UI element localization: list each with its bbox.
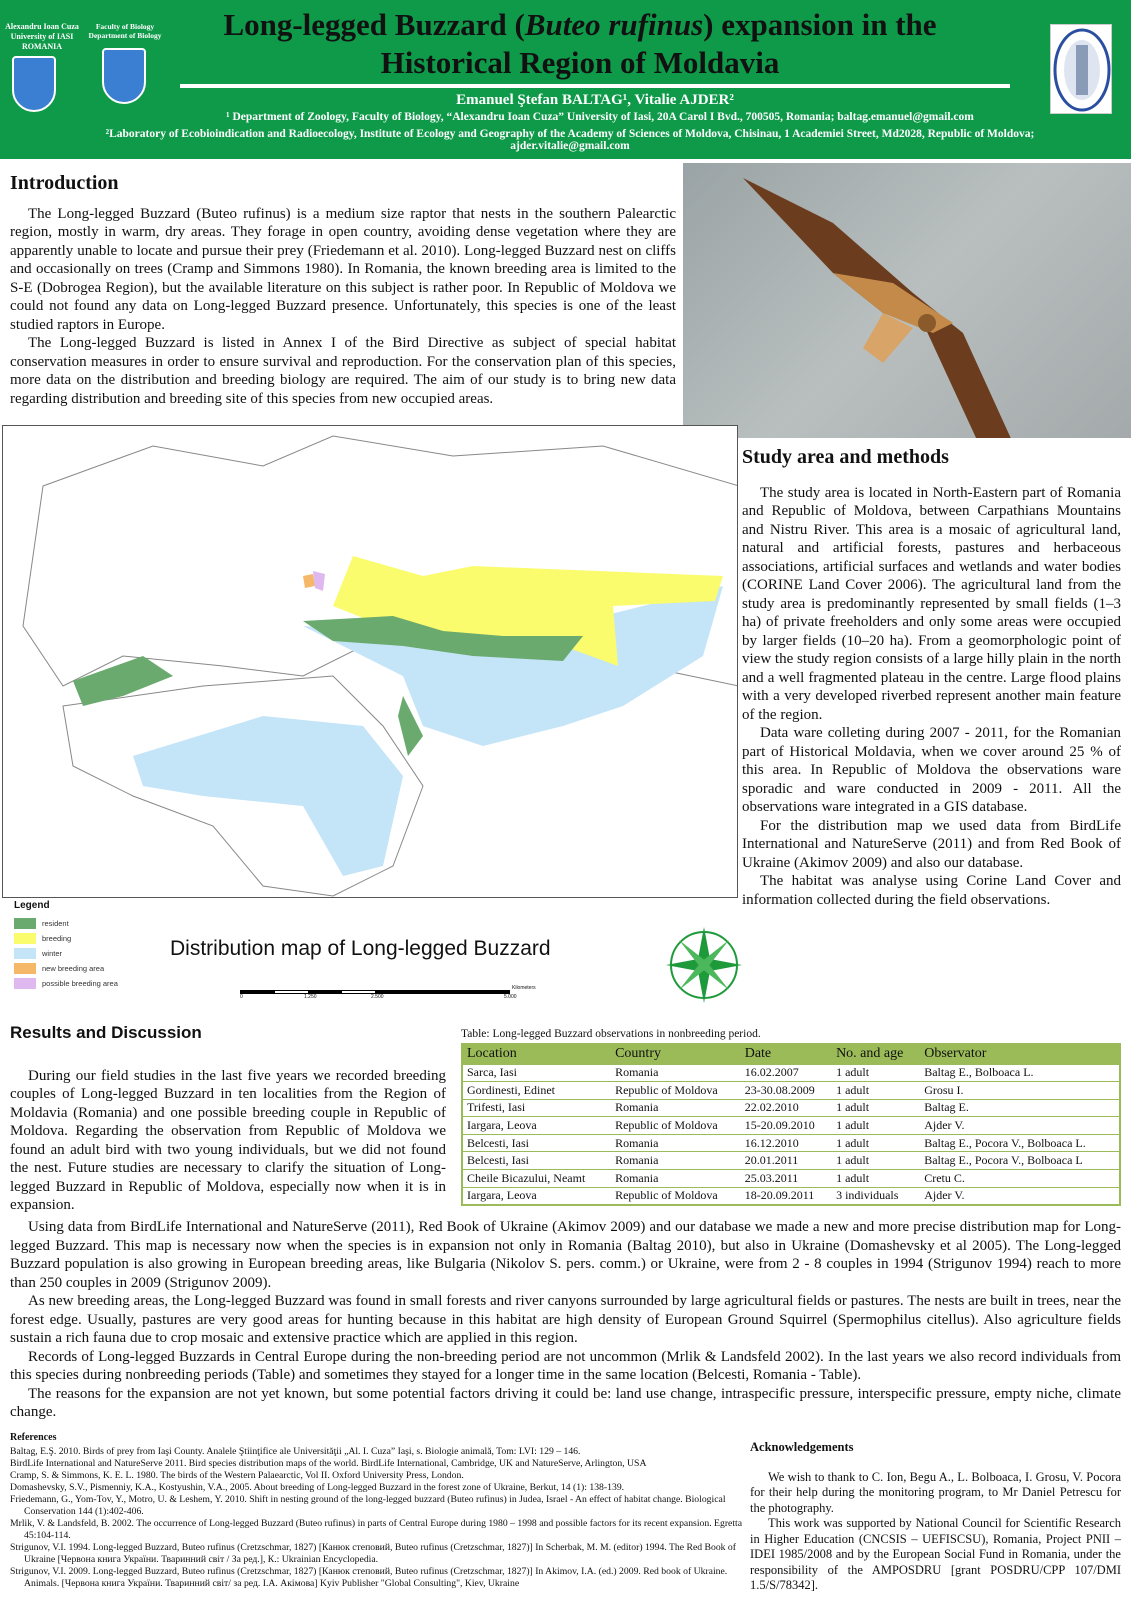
faculty-logo-label: Faculty of Biology Department of Biology: [88, 22, 162, 40]
legend-item-winter: winter: [14, 946, 154, 961]
table-cell: Republic of Moldova: [611, 1082, 741, 1100]
buzzard-photo: [683, 163, 1131, 438]
column-header: No. and age: [832, 1044, 920, 1064]
reference-item: Mrlik, V. & Landsfeld, B. 2002. The occurrence of Long-legged Buzzard (Buteo rufinus) in parts of Central Europe during 1980 – 1998 and possible factors for its recent expansion. Egretta 45:104-114.: [10, 1518, 743, 1541]
distribution-map: [2, 425, 738, 898]
table-cell: Baltag E., Bolboaca L.: [920, 1064, 1120, 1082]
table-cell: Grosu I.: [920, 1082, 1120, 1100]
table-cell: Belcesti, Iasi: [462, 1152, 611, 1170]
reference-item: Domashevsky, S.V., Pismenniy, K.A., Kostyushin, V.A., 2005. About breeding of Long-legged Buzzard in the forest zone of Ukraine, Berkut, 14 (1): 138-139.: [10, 1482, 625, 1493]
table-cell: Iargara, Leova: [462, 1117, 611, 1135]
table-cell: 16.02.2007: [741, 1064, 832, 1082]
table-cell: Baltag E.: [920, 1099, 1120, 1117]
reference-item: BirdLife International and NatureServe 2011. Bird species distribution maps of the world. BirdLife International, Cambridge, UK and NatureServe, Arlington, USA: [10, 1458, 647, 1469]
study-heading: Study area and methods: [742, 446, 949, 468]
table-cell: 1 adult: [832, 1152, 920, 1170]
table-cell: 1 adult: [832, 1117, 920, 1135]
reference-item: Cramp, S. & Simmons, K. E. L. 1980. The birds of the Western Palaearctic, Vol II. Oxford University Press, London.: [10, 1470, 464, 1481]
compass-rose-icon: [664, 925, 744, 1010]
discussion-text: [10, 1218, 1121, 1422]
legend-item-new-breeding: new breeding area: [14, 961, 154, 976]
affiliation-1: ¹ Department of Zoology, Faculty of Biology, “Alexandru Ioan Cuza” University of Iasi, 20A Carol I Bvd., 700505, Romania; baltag.emanuel@gmail.com: [226, 111, 974, 123]
column-header: Date: [741, 1044, 832, 1064]
table-cell: 25.03.2011: [741, 1170, 832, 1188]
table-row: [462, 1170, 1120, 1188]
legend-item-resident: resident: [14, 916, 154, 931]
table-cell: 23-30.08.2009: [741, 1082, 832, 1100]
results-paragraph: The reasons for the expansion are not yet known, but some potential factors driving it could be: land use change, intraspecific pressure, interspecific pressure, empty niche, climate change.: [10, 1385, 1121, 1420]
table-cell: Iargara, Leova: [462, 1187, 611, 1205]
table-caption: Table: Long-legged Buzzard observations in nonbreeding period.: [461, 1028, 761, 1040]
map-legend: [14, 900, 154, 991]
table-cell: 1 adult: [832, 1082, 920, 1100]
table-cell: Baltag E., Pocora V., Bolboaca L.: [920, 1134, 1120, 1152]
table-cell: Romania: [611, 1099, 741, 1117]
table-cell: 1 adult: [832, 1064, 920, 1082]
table-cell: 15-20.09.2010: [741, 1117, 832, 1135]
table-cell: 1 adult: [832, 1134, 920, 1152]
authors: Emanuel Ştefan BALTAG¹, Vitalie AJDER²: [456, 92, 734, 108]
acknowledgements-paragraph: We wish to thank to C. Ion, Begu A., L. Bolboaca, I. Grosu, V. Pocora for their help during the monitoring program, to Mr Daniel Petrescu for the photography.: [750, 1469, 1121, 1515]
title-divider: [180, 84, 1010, 88]
results-paragraph: Using data from BirdLife International and NatureServe (2011), Red Book of Ukraine (Akimov 2009) and our database we made a new and more precise distribution map for Long-legged Buzzard. This map is necessary now when the species is in expansion not only in Romania (Baltag 2010), but also in Ukraine (Domashevsky et al 2005). The Long-legged Buzzard population is also growing in European breeding areas, like Bulgaria (Nikolov S. pers. comm.) or Ukraine, were from 2 - 8 couples in 1994 (Strigunov 1994) reach to more than 250 couples in 2009 (Strigunov 2009).: [10, 1219, 1121, 1291]
reference-item: Friedemann, G., Yom-Tov, Y., Motro, U. & Leshem, Y. 2010. Shift in nesting ground of the long-legged buzzard (Buteo rufinus) in Judea, Israel - An effect of habitat change. Biological Conservation 144 (1):402-406.: [10, 1494, 726, 1517]
table-cell: 3 individuals: [832, 1187, 920, 1205]
column-header: Country: [611, 1044, 741, 1064]
scale-tick: 0: [240, 994, 243, 1000]
table-cell: Cretu C.: [920, 1170, 1120, 1188]
table-cell: 20.01.2011: [741, 1152, 832, 1170]
table-cell: Cheile Bicazului, Neamt: [462, 1170, 611, 1188]
table-row: [462, 1082, 1120, 1100]
results-paragraph: As new breeding areas, the Long-legged Buzzard was found in small forests and river canyons surrounded by large agricultural fields or pastures. The nests are built in trees, near the forest edge. Usually, pastures are very good areas for hunting because in this habitat are high density of European Ground Squirrel (Spermophilus citellus). Also agriculture fields sustain a rich fauna due to crop mosaic and extensive practice which are applied in this region.: [10, 1293, 1121, 1346]
table-cell: Belcesti, Iasi: [462, 1134, 611, 1152]
scale-tick: 2.500: [371, 994, 384, 1000]
observations-table: [461, 1043, 1121, 1206]
scale-unit: Kilometers: [512, 985, 536, 991]
legend-title: Legend: [14, 900, 50, 911]
acknowledgements-paragraph: This work was supported by National Council for Scientific Research in Higher Education (CNCSIS – UEFISCSU), Romania, Project PNII – IDEI 1985/2008 and by the European Social Fund in Romania, under the responsibility of the AMPOSDRU [grant POSDRU/CPP 107/DMI 1.5/S/78342].: [750, 1516, 1121, 1592]
table-cell: 1 adult: [832, 1099, 920, 1117]
introduction-paragraph: The Long-legged Buzzard (Buteo rufinus) is a medium size raptor that nests in the southern Palearctic region, mostly in warm, dry areas. They forage in open country, avoiding dense vegetation where they are apparently unable to locate and pursue their prey (Friedemann et al. 2010). Long-legged Buzzard nest on cliffs and occasionally on trees (Cramp and Simmons 1980). In Romania, the known breeding area is limited to the S-E (Dobrogea Region), but the available literature on this subject is rather poor. In Republic of Moldova we could not found any data on Long-legged Buzzard presence. Unfortunately, this species is one of the least studied raptors in Europe.: [10, 205, 676, 333]
references-heading: References: [10, 1432, 57, 1443]
table-cell: Republic of Moldova: [611, 1187, 741, 1205]
new-breeding-area: [303, 574, 315, 588]
table-row: [462, 1099, 1120, 1117]
table-cell: 1 adult: [832, 1170, 920, 1188]
results-heading: Results and Discussion: [10, 1023, 202, 1042]
table-cell: 16.12.2010: [741, 1134, 832, 1152]
table-cell: 18-20.09.2011: [741, 1187, 832, 1205]
study-paragraph: The study area is located in North-Eastern part of Romania and Republic of Moldova, between Carpathians Mountains and Nistru River. This area is a mosaic of agricultural land, natural and artificial forests, pastures and herbaceous associations, artificial surfaces and wetlands and water bodies (CORINE Land Cover 2006). The agricultural land from the study area is predominantly represented by small fields (1–3 ha) of private freeholders and only some areas were occupied by larger fields (10–20 ha). From a geomorphologic point of view the study region consists of a large hilly plain in the north and a well fragmented plateau in the centre. Large flood plains with a very developed riverbed represent another main feature of the region.: [742, 484, 1121, 723]
poster-header: [0, 0, 1131, 159]
reference-item: Strigunov, V.I. 2009. Long-legged Buzzard, Buteo rufinus (Cretzschmar, 1827) [Канюк степовий, Buteo rufinus (Cretzschmar, 1827)] In Akimov, I.A. (ed.) 2009. Red book of Ukraine. Animals. [Червона книга України. Тваринний світ/ за ред. I.A. Акімова] Kyiv Publisher "Global Consulting", Kiev, Ukraine: [10, 1566, 728, 1589]
table-header-row: [462, 1044, 1120, 1064]
table-row: [462, 1152, 1120, 1170]
table-cell: Republic of Moldova: [611, 1117, 741, 1135]
table-cell: Ajder V.: [920, 1117, 1120, 1135]
introduction-paragraph: The Long-legged Buzzard is listed in Annex I of the Bird Directive as subject of special habitat conservation measures in order to ensure survival and reproduction. For the conservation plan of this species, more data on the distribution and breeding biology are required. The aim of our study is to bring new data regarding distribution and breeding site of this species from new occupied areas.: [10, 335, 676, 407]
table-cell: Gordinesti, Edinet: [462, 1082, 611, 1100]
table-cell: Romania: [611, 1134, 741, 1152]
map-title: Distribution map of Long-legged Buzzard: [170, 937, 551, 960]
reference-item: Strigunov, V.I. 1994. Long-legged Buzzard, Buteo rufinus (Cretzschmar, 1827) [Канюк степовий, Buteo rufinus (Cretzschmar, 1827)] In Scherbak, M. M. (editor) 1994. The Red Book of Ukraine [Червона книга України. Тваринний світ / За ред.], К.: Ukrainian Encyclopedia.: [10, 1542, 737, 1565]
table-cell: Ajder V.: [920, 1187, 1120, 1205]
academy-seal-logo: [1050, 24, 1112, 114]
table-row: [462, 1187, 1120, 1205]
table-cell: Romania: [611, 1064, 741, 1082]
map-scale-bar: [240, 985, 536, 1002]
table-cell: 22.02.2010: [741, 1099, 832, 1117]
table-cell: Romania: [611, 1152, 741, 1170]
poster-title: Long-legged Buzzard (Buteo rufinus) expansion in the Historical Region of Moldavia: [223, 7, 937, 80]
column-header: Observator: [920, 1044, 1120, 1064]
results-section: [10, 1023, 446, 1215]
acknowledgements-section: [750, 1440, 1121, 1594]
university-logo-label: Alexandru Ioan Cuza University of IASI ROMANIA: [5, 22, 79, 51]
faculty-crest-icon: [102, 48, 146, 104]
introduction-section: [10, 174, 676, 408]
study-area-section: [742, 446, 1121, 909]
table-row: [462, 1134, 1120, 1152]
table-cell: Baltag E., Pocora V., Bolboaca L: [920, 1152, 1120, 1170]
acknowledgements-heading: Acknowledgements: [750, 1440, 854, 1454]
study-paragraph: Data ware colleting during 2007 - 2011, for the Romanian part of Historical Moldavia, when we cover around 25 % of this area. In Republic of Moldova the observations ware sporadic and ware conducted in 2009 - 2011. All the observations ware integrated in a GIS database.: [742, 725, 1121, 815]
scale-tick: 1.250: [304, 994, 317, 1000]
results-paragraph: Records of Long-legged Buzzards in Central Europe during the non-breeding period are not uncommon (Mrlik & Landsfeld 2002). In the last years we also record individuals from this species during nonbreeding periods (Table) and sometimes they stayed for a longer time in the same location (Belcesti, Romania - Table).: [10, 1348, 1121, 1383]
table-row: [462, 1064, 1120, 1082]
study-paragraph: For the distribution map we used data from BirdLife International and NatureServe (2011) and from Red Book of Ukraine (Akimov 2009) and also our database.: [742, 817, 1121, 871]
results-paragraph: During our field studies in the last five years we recorded breeding couples of Long-legged Buzzard in ten localities from the Region of Moldavia (Romania) and one possible breeding couple in Republic of Moldova. Regarding the observation from Republic of Moldova we found an adult bird with two young individuals, but we did not found the nest. Future studies are necessary to clarify the situation of Long-legged Buzzard in Republic of Moldova, especially now when it is in expansion.: [10, 1067, 446, 1213]
reference-item: Baltag, E.Ş. 2010. Birds of prey from Iaşi County. Analele Ştiinţifice ale Universităţii „Al. I. Cuza” Iaşi, s. Biologie animală, Tom: LVI: 129 – 146.: [10, 1446, 581, 1457]
table-cell: Trifesti, Iasi: [462, 1099, 611, 1117]
column-header: Location: [462, 1044, 611, 1064]
legend-item-breeding: breeding: [14, 931, 154, 946]
scale-tick: 5.000: [504, 994, 517, 1000]
introduction-heading: Introduction: [10, 172, 119, 194]
table-cell: Romania: [611, 1170, 741, 1188]
references-section: [10, 1432, 750, 1590]
table-cell: Sarca, Iasi: [462, 1064, 611, 1082]
university-crest-icon: [12, 56, 56, 112]
table-row: [462, 1117, 1120, 1135]
study-paragraph: The habitat was analyse using Corine Land Cover and information collected during the field observations.: [742, 873, 1121, 908]
legend-item-possible-breeding: possible breeding area: [14, 976, 154, 991]
affiliation-2: ²Laboratory of Ecobioindication and Radioecology, Institute of Ecology and Geography of the Academy of Sciences of Moldova, Chisinau, 1 Academiei Street, Md2028, Republic of Moldova; ajder.vitalie@gmail.com: [105, 128, 1035, 152]
